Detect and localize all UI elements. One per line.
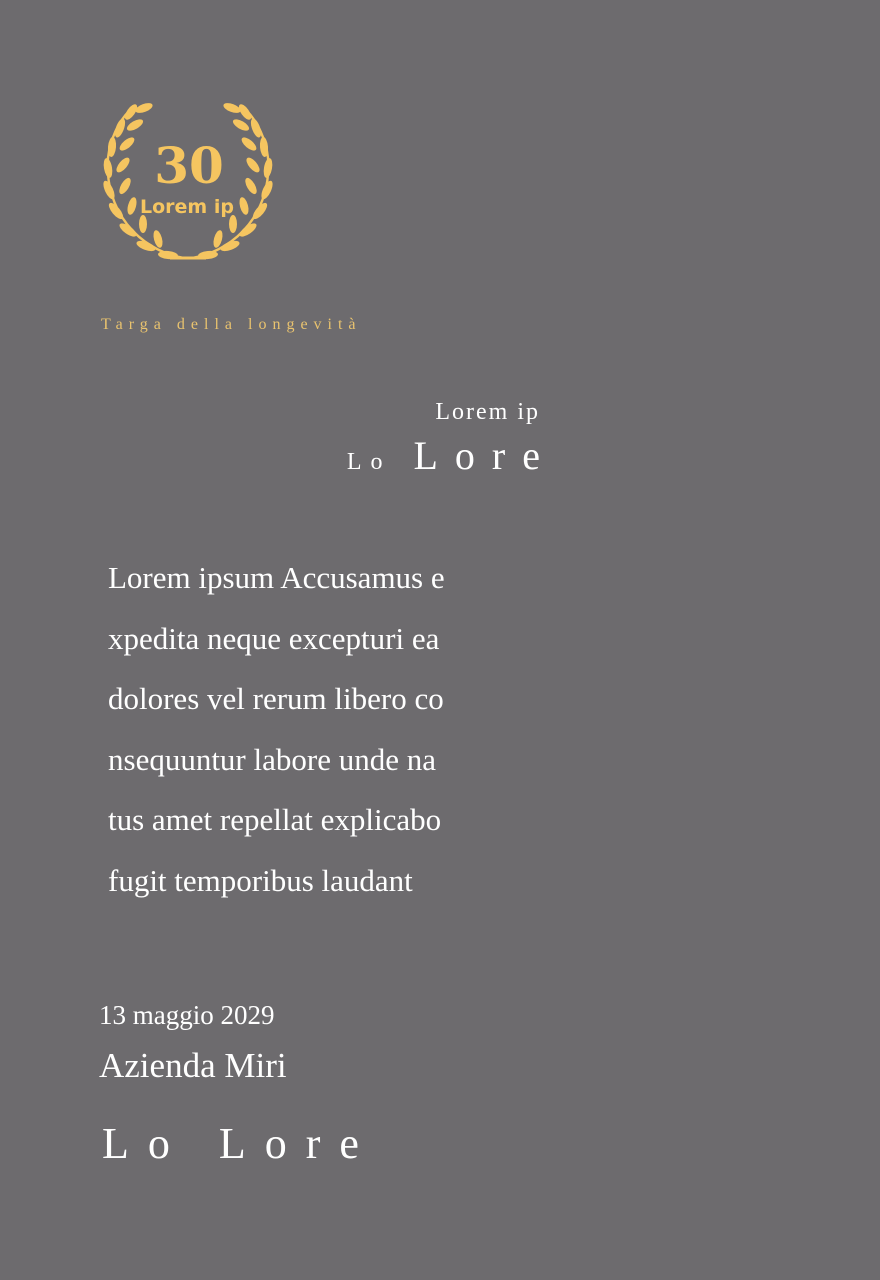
seal-text: Lorem ip bbox=[140, 196, 234, 218]
award-seal bbox=[98, 100, 278, 268]
seal-number: 30 bbox=[154, 136, 224, 195]
award-subtitle: Targa della longevità bbox=[101, 316, 362, 333]
signature-first-name: Lo bbox=[102, 1119, 189, 1168]
body-text bbox=[108, 548, 548, 911]
signature bbox=[102, 1118, 378, 1169]
laurel-wreath-icon bbox=[98, 100, 278, 268]
body-line: xpedita neque excepturi ea bbox=[108, 620, 440, 656]
body-line: nsequuntur labore unde na bbox=[108, 741, 436, 777]
award-date: 13 maggio 2029 bbox=[99, 1000, 275, 1030]
recipient-last-name: Lore bbox=[413, 433, 557, 478]
body-line: tus amet repellat explicabo bbox=[108, 802, 442, 837]
company-name: Azienda Miri bbox=[99, 1046, 287, 1085]
body-line: dolores vel rerum libero co bbox=[108, 681, 444, 716]
body-line: fugit temporibus laudant bbox=[108, 862, 413, 898]
signature-last-name: Lore bbox=[218, 1119, 378, 1168]
recipient-title: Lorem ip bbox=[435, 399, 540, 425]
recipient-first-name: Lo bbox=[346, 449, 392, 475]
recipient-block bbox=[346, 396, 557, 486]
recipient-name bbox=[346, 433, 557, 486]
body-line: Lorem ipsum Accusamus e bbox=[108, 560, 445, 595]
